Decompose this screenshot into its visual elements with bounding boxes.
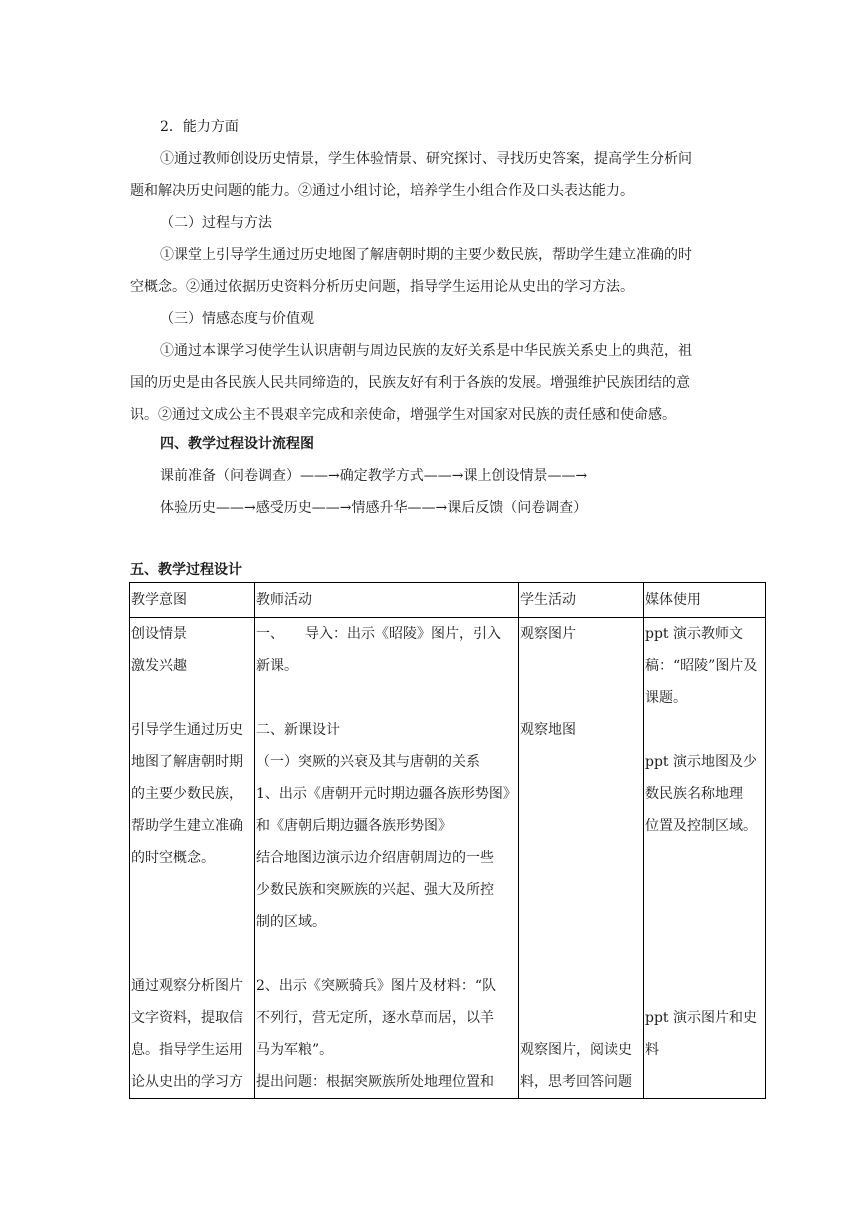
- process-method-heading: （二）过程与方法: [160, 215, 272, 231]
- ability-paragraph-line-1: ①通过教师创设历史情景，学生体验情景、研究探讨、寻找历史答案，提高学生分析问: [160, 151, 692, 167]
- process-paragraph-line-1: ①课堂上引导学生通过历史地图了解唐朝时期的主要少数民族，帮助学生建立准确的时: [160, 247, 692, 263]
- cell-line: 观察图片: [520, 626, 576, 642]
- section-4-heading: 四、教学过程设计流程图: [160, 436, 314, 452]
- cell-line: 不列行，营无定所，逐水草而居，以羊: [256, 1010, 494, 1026]
- cell-line: 位置及控制区域。: [645, 818, 757, 834]
- cell-line: 稿：“昭陵”图片及: [645, 658, 758, 674]
- cell-line: ppt 演示教师文: [645, 626, 743, 642]
- header-teacher-activity: 教师活动: [255, 583, 519, 618]
- emotion-paragraph-line-3: 识。②通过文成公主不畏艰辛完成和亲使命，增强学生对国家对民族的责任感和使命感。: [130, 407, 676, 423]
- student-activity-cell: [519, 618, 644, 1099]
- cell-line: 息。指导学生运用: [131, 1042, 243, 1058]
- header-intent: 教学意图: [130, 583, 255, 618]
- cell-line: 少数民族和突厥族的兴起、强大及所控: [256, 882, 494, 898]
- cell-line: 一、 导入：出示《昭陵》图片，引入: [256, 626, 501, 642]
- flowchart-line-2: 体验历史——→感受历史——→情感升华——→课后反馈（问卷调查）: [160, 500, 588, 516]
- cell-line: 创设情景: [131, 626, 187, 642]
- section-5-heading: 五、教学过程设计: [130, 562, 242, 578]
- intent-cell: [130, 618, 255, 1099]
- cell-line: 的时空概念。: [131, 850, 215, 866]
- cell-line: 料: [645, 1042, 659, 1058]
- cell-line: 的主要少数民族，: [131, 786, 243, 802]
- ability-paragraph-line-2: 题和解决历史问题的能力。②通过小组讨论，培养学生小组合作及口头表达能力。: [130, 183, 634, 199]
- cell-line: 二、新课设计: [256, 722, 340, 738]
- cell-line: 文字资料，提取信: [131, 1010, 243, 1026]
- cell-line: 激发兴趣: [131, 658, 187, 674]
- cell-line: 制的区域。: [256, 914, 326, 930]
- cell-line: 通过观察分析图片: [131, 978, 243, 994]
- table-row: [130, 618, 766, 1099]
- process-paragraph-line-2: 空概念。②通过依据历史资料分析历史问题，指导学生运用论从史出的学习方法。: [130, 279, 634, 295]
- cell-line: 论从史出的学习方: [131, 1074, 243, 1090]
- cell-line: （一）突厥的兴衰及其与唐朝的关系: [256, 754, 480, 770]
- teaching-process-table: [129, 582, 766, 1099]
- cell-line: 马为军粮”。: [256, 1042, 334, 1058]
- cell-line: 和《唐朝后期边疆各族形势图》: [256, 818, 452, 834]
- header-media-use: 媒体使用: [644, 583, 766, 618]
- cell-line: 新课。: [256, 658, 298, 674]
- cell-line: 观察地图: [520, 722, 576, 738]
- cell-line: 地图了解唐朝时期: [131, 754, 243, 770]
- cell-line: 引导学生通过历史: [131, 722, 243, 738]
- emotion-value-heading: （三）情感态度与价值观: [160, 311, 314, 327]
- ability-heading: 2．能力方面: [160, 119, 239, 135]
- cell-line: 提出问题：根据突厥族所处地理位置和: [256, 1074, 494, 1090]
- emotion-paragraph-line-2: 国的历史是由各民族人民共同缔造的，民族友好有利于各族的发展。增强维护民族团结的意: [130, 375, 690, 391]
- header-student-activity: 学生活动: [519, 583, 644, 618]
- cell-line: 数民族名称地理: [645, 786, 743, 802]
- cell-line: 帮助学生建立准确: [131, 818, 243, 834]
- cell-line: 2、出示《突厥骑兵》图片及材料：“队: [256, 978, 497, 994]
- cell-line: 课题。: [645, 690, 687, 706]
- cell-line: 结合地图边演示边介绍唐朝周边的一些: [256, 850, 494, 866]
- emotion-paragraph-line-1: ①通过本课学习使学生认识唐朝与周边民族的友好关系是中华民族关系史上的典范，祖: [160, 343, 692, 359]
- flowchart-line-1: 课前准备（问卷调查）——→确定教学方式——→课上创设情景——→: [160, 468, 588, 484]
- cell-line: ppt 演示图片和史: [645, 1010, 757, 1026]
- cell-line: ppt 演示地图及少: [645, 754, 757, 770]
- media-use-cell: [644, 618, 766, 1099]
- table-header-row: [130, 583, 766, 618]
- teacher-activity-cell: [255, 618, 519, 1099]
- cell-line: 观察图片，阅读史: [520, 1042, 632, 1058]
- cell-line: 料，思考回答问题: [520, 1074, 632, 1090]
- cell-line: 1、出示《唐朝开元时期边疆各族形势图》: [256, 786, 517, 802]
